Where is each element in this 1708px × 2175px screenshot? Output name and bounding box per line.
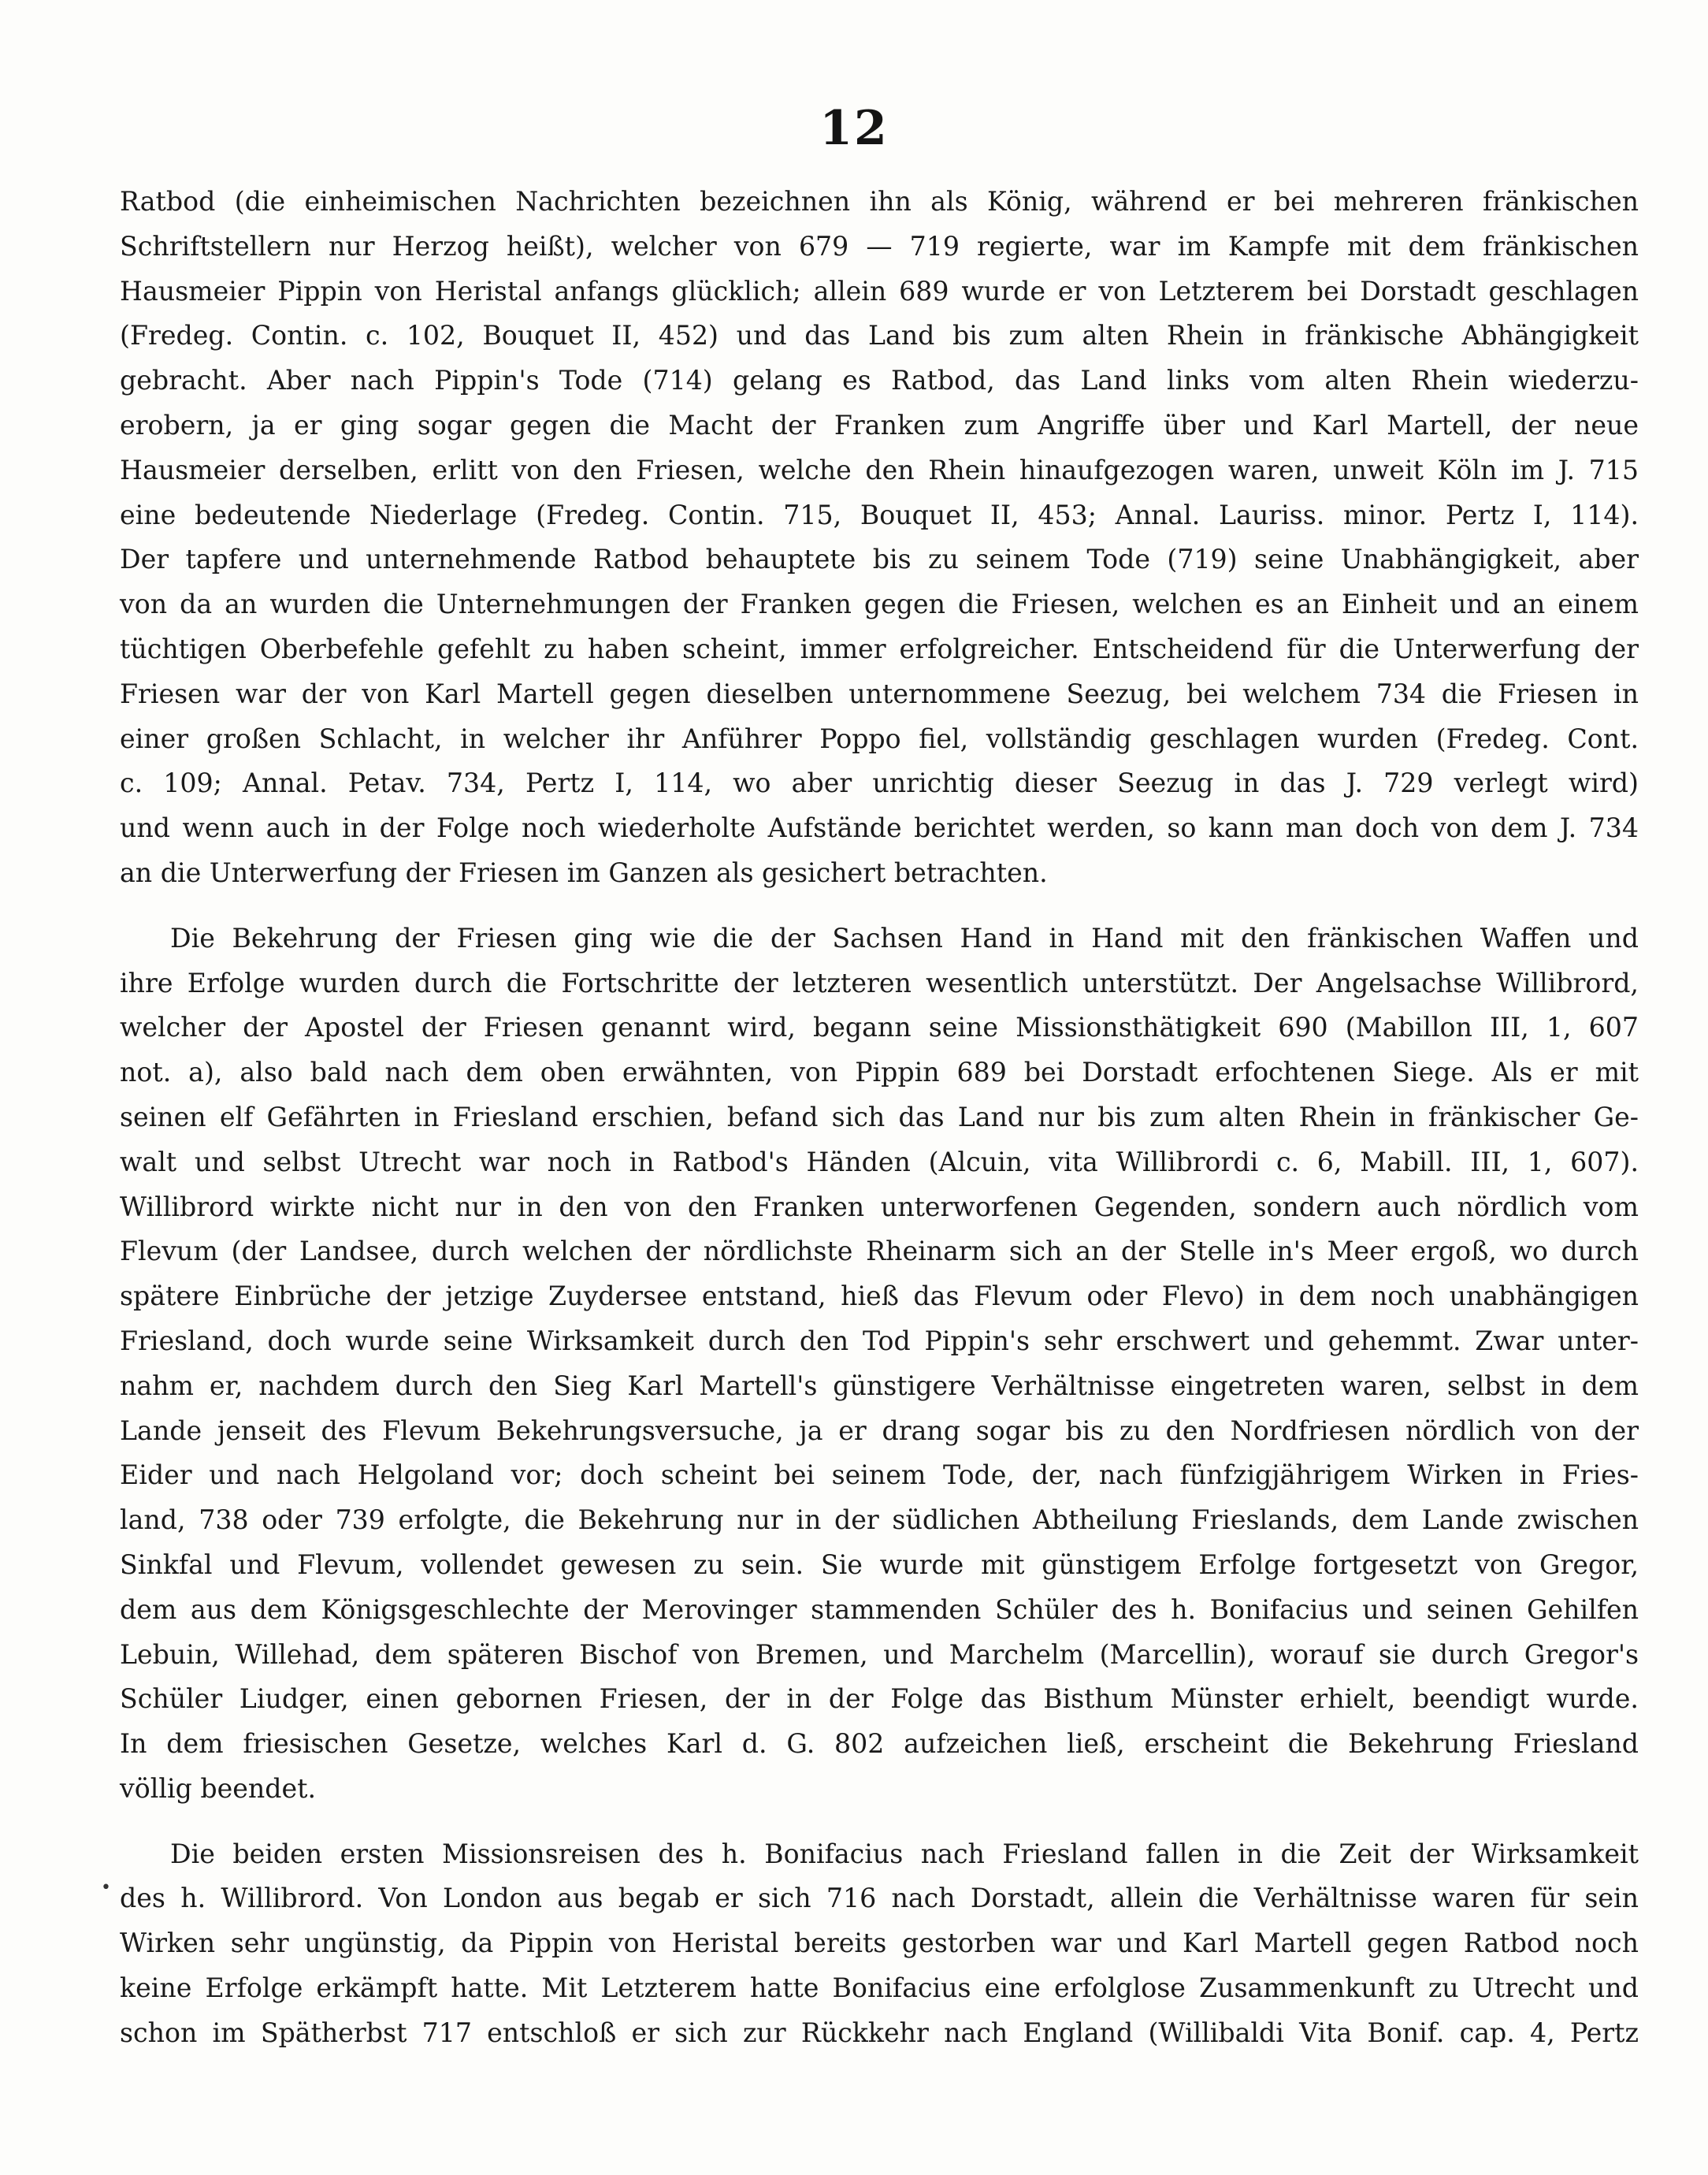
text-line: nahm er, nachdem durch den Sieg Karl Martell's günstigere Verhältnisse eingetreten waren, selbst in dem <box>120 1370 1639 1401</box>
text-line: Die Bekehrung der Friesen ging wie die der Sachsen Hand in Hand mit den fränkischen Waffen und <box>170 922 1639 954</box>
text-line: Lande jenseit des Flevum Bekehrungsversuche, ja er drang sogar bis zu den Nordfriesen nördlich von der <box>120 1415 1639 1446</box>
text-line: tüchtigen Oberbefehle gefehlt zu haben scheint, immer erfolgreicher. Entscheidend für die Unterwerfung der <box>120 633 1639 664</box>
text-line: ihre Erfolge wurden durch die Fortschritte der letzteren wesentlich unterstützt. Der Angelsachse Willibrord, <box>120 967 1639 998</box>
text-line: welcher der Apostel der Friesen genannt wird, begann seine Missionsthätigkeit 690 (Mabillon III, 1, 607 <box>120 1012 1639 1043</box>
paragraph-ratbod <box>120 180 1639 896</box>
text-line: Sinkfal und Flevum, vollendet gewesen zu sein. Sie wurde mit günstigem Erfolge fortgesetzt von Gregor, <box>120 1549 1639 1580</box>
body-text <box>120 180 1639 2056</box>
text-line: schon im Spätherbst 717 entschloß er sich zur Rückkehr nach England (Willibaldi Vita Bonif. cap. 4, Pertz <box>120 2017 1639 2048</box>
text-line: In dem friesischen Gesetze, welches Karl d. G. 802 aufzeichen ließ, erscheint die Bekehrung Friesland <box>120 1728 1639 1760</box>
text-line: seinen elf Gefährten in Friesland erschien, befand sich das Land nur bis zum alten Rhein in fränkischer Ge- <box>120 1101 1639 1132</box>
text-line: Lebuin, Willehad, dem späteren Bischof von Bremen, und Marchelm (Marcellin), worauf sie durch Gregor's <box>120 1638 1639 1670</box>
text-line: Flevum (der Landsee, durch welchen der nördlichste Rheinarm sich an der Stelle in's Meer ergoß, wo durch <box>120 1236 1639 1267</box>
text-line: dem aus dem Königsgeschlechte der Merovinger stammenden Schüler des h. Bonifacius und seinen Gehilfen <box>120 1593 1639 1625</box>
text-line: Ratbod (die einheimischen Nachrichten bezeichnen ihn als König, während er bei mehreren fränkischen <box>120 186 1639 217</box>
text-line: Hausmeier Pippin von Heristal anfangs glücklich; allein 689 wurde er von Letzterem bei Dorstadt geschlagen <box>120 275 1639 307</box>
text-line: Wirken sehr ungünstig, da Pippin von Heristal bereits gestorben war und Karl Martell gegen Ratbod noch <box>120 1928 1639 1959</box>
text-line: Willibrord wirkte nicht nur in den von den Franken unterworfenen Gegenden, sondern auch nördlich vom <box>120 1191 1639 1222</box>
text-line: keine Erfolge erkämpft hatte. Mit Letzterem hatte Bonifacius eine erfolglose Zusammenkunft zu Utrecht und <box>120 1972 1639 2004</box>
text-line: und wenn auch in der Folge noch wiederholte Aufstände berichtet werden, so kann man doch von dem J. 734 <box>120 812 1639 844</box>
text-line: des h. Willibrord. Von London aus begab er sich 716 nach Dorstadt, allein die Verhältnisse waren für sein <box>120 1883 1639 1914</box>
paragraph-conversion <box>120 916 1639 1812</box>
text-line: erobern, ja er ging sogar gegen die Macht der Franken zum Angriffe über und Karl Martell, der neue <box>120 409 1639 441</box>
text-line: c. 109; Annal. Petav. 734, Pertz I, 114, wo aber unrichtig dieser Seezug in das J. 729 verlegt wird) <box>120 768 1639 799</box>
text-line: (Fredeg. Contin. c. 102, Bouquet II, 452) und das Land bis zum alten Rhein in fränkische Abhängigkeit <box>120 320 1639 351</box>
text-line: von da an wurden die Unternehmungen der Franken gegen die Friesen, welchen es an Einheit und an einem <box>120 589 1639 620</box>
text-line: Die beiden ersten Missionsreisen des h. Bonifacius nach Friesland fallen in die Zeit der Wirksamkeit <box>170 1838 1639 1869</box>
text-line: gebracht. Aber nach Pippin's Tode (714) gelang es Ratbod, das Land links vom alten Rhein wiederzu- <box>120 365 1639 396</box>
text-line: Schriftstellern nur Herzog heißt), welcher von 679 — 719 regierte, war im Kampfe mit dem fränkischen <box>120 230 1639 262</box>
text-line: land, 738 oder 739 erfolgte, die Bekehrung nur in der südlichen Abtheilung Frieslands, dem Lande zwischen <box>120 1504 1639 1536</box>
text-line: Der tapfere und unternehmende Ratbod behauptete bis zu seinem Tode (719) seine Unabhängigkeit, aber <box>120 544 1639 575</box>
text-line: Eider und nach Helgoland vor; doch scheint bei seinem Tode, der, nach fünfzigjährigem Wirken in Fries- <box>120 1459 1639 1491</box>
text-line: Friesen war der von Karl Martell gegen dieselben unternommene Seezug, bei welchem 734 die Friesen in <box>120 678 1639 709</box>
text-line: eine bedeutende Niederlage (Fredeg. Contin. 715, Bouquet II, 453; Annal. Lauriss. minor. Pertz I, 114). <box>120 499 1639 530</box>
margin-mark: • <box>101 1878 111 1898</box>
text-line: spätere Einbrüche der jetzige Zuydersee entstand, hieß das Flevum oder Flevo) in dem noch unabhängigen <box>120 1281 1639 1312</box>
text-line: einer großen Schlacht, in welcher ihr Anführer Poppo fiel, vollständig geschlagen wurden (Fredeg. Cont. <box>120 723 1639 754</box>
text-line: völlig beendet. <box>120 1772 317 1804</box>
page-number: 12 <box>819 101 889 156</box>
text-line: an die Unterwerfung der Friesen im Ganzen als gesichert betrachten. <box>120 857 1048 888</box>
text-line: not. a), also bald nach dem oben erwähnten, von Pippin 689 bei Dorstadt erfochtenen Siege. Als er mit <box>120 1057 1639 1088</box>
text-line: Friesland, doch wurde seine Wirksamkeit durch den Tod Pippin's sehr erschwert und gehemmt. Zwar unter- <box>120 1325 1639 1356</box>
paragraph-gap <box>120 1812 1639 1832</box>
text-line: Schüler Liudger, einen gebornen Friesen, der in der Folge das Bisthum Münster erhielt, beendigt wurde. <box>120 1683 1639 1715</box>
paragraph-gap <box>120 896 1639 916</box>
paragraph-bonifacius <box>120 1832 1639 2056</box>
text-line: Hausmeier derselben, erlitt von den Friesen, welche den Rhein hinaufgezogen waren, unweit Köln im J. 715 <box>120 454 1639 485</box>
text-line: walt und selbst Utrecht war noch in Ratbod's Händen (Alcuin, vita Willibrordi c. 6, Mabill. III, 1, 607). <box>120 1146 1639 1177</box>
